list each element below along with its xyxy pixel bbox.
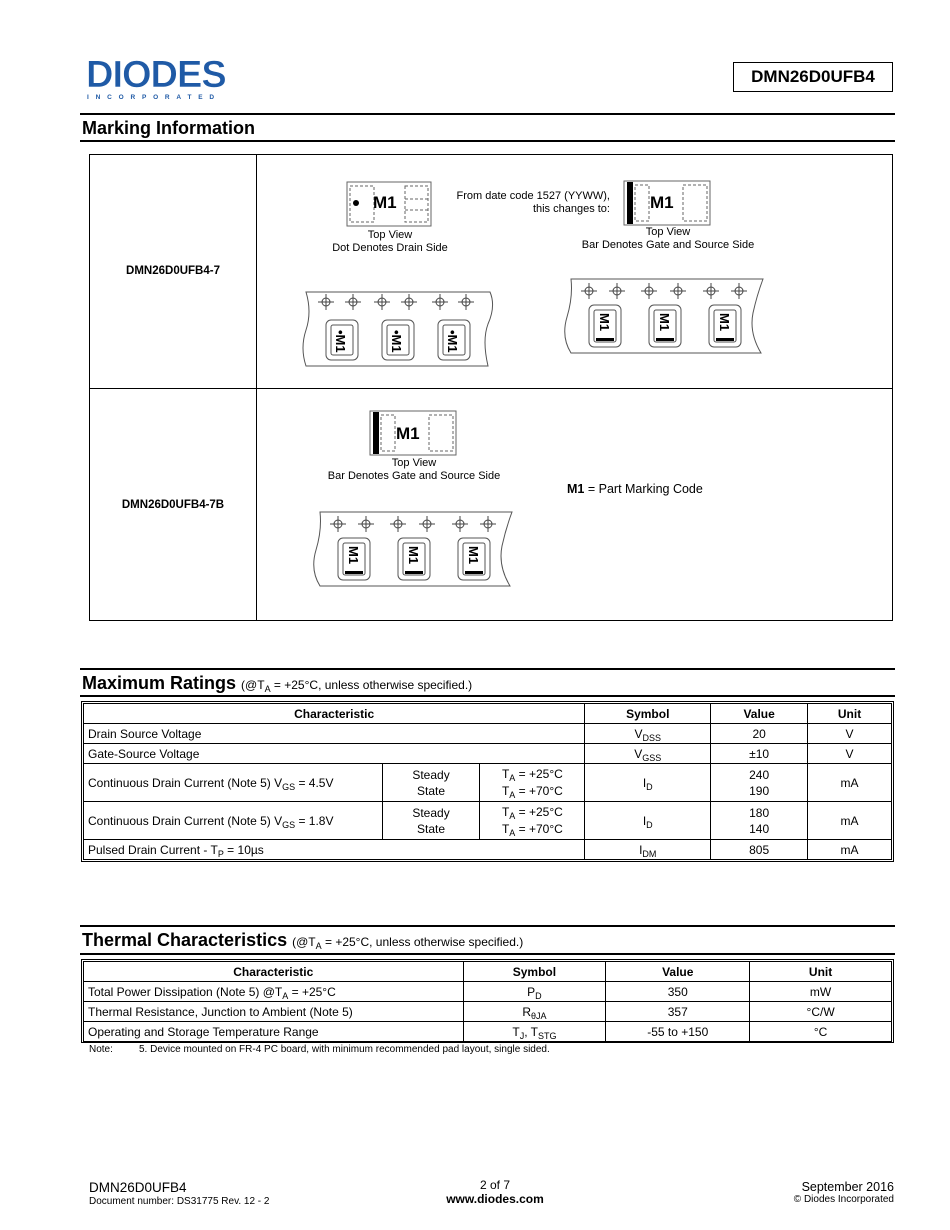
marking-row2-label: DMN26D0UFB4-7B [121,499,225,511]
table-header-row: Characteristic Symbol Value Unit [84,962,892,982]
mark-code-dot-view: M1 [373,193,397,212]
part-number-box [733,62,893,92]
tape-reel-bar-diagram-1 [557,277,769,357]
max-ratings-title: Maximum Ratings ($@T_A = +25^\circ C$, unless otherwise specified.) [82,673,473,694]
svg-text:M1: M1 [657,313,672,332]
svg-text:M1: M1 [466,546,481,565]
mark-code-bar-view-2: M1 [396,424,420,443]
svg-text:M1: M1 [406,546,421,565]
thermal-title: Thermal Characteristics ($@T_A = +25^\circ C$, unless otherwise specified.) [82,930,524,951]
note-text: 5. Device mounted on FR-4 PC board, with minimum recommended pad layout, single sided. [139,1044,550,1055]
table-row: Continuous Drain Current (Note 5) $V_{GS} = 1.8V$ Steady State $T_A = +25^\circ C$ $T_A = +70^\circ C$ $I_D$ 180 140 mA [84,802,892,840]
table-row: Pulsed Drain Current - $T_P = 10\mu s$ $I_{DM}$ 805 mA [84,840,892,860]
bar-top-view-caption-2: Top View Bar Denotes Gate and Source Side [327,457,501,482]
marking-title: Marking Information [82,118,256,138]
svg-text:M1: M1 [717,313,732,332]
table-row: Thermal Resistance, Junction to Ambient (Note 5) $R_{\theta JA}$ 357 °C/W [84,1002,892,1022]
svg-text:M1: M1 [597,313,612,332]
marking-title-rule [80,140,895,142]
footer-doc-number: Document number: DS31775 Rev. 12 - 2 [89,1196,270,1207]
footer-copyright: © Diodes Incorporated [793,1194,894,1205]
svg-text:•M1: •M1 [333,330,348,353]
max-ratings-table [83,703,892,860]
header-rule [80,113,895,115]
marking-table [89,154,893,621]
footer-url[interactable]: www.diodes.com [446,1192,544,1206]
table-header-row: Characteristic Symbol Value Unit [84,704,892,724]
thermal-title-rule [80,953,895,955]
thermal-table [83,961,892,1042]
svg-text:M1: M1 [346,546,361,565]
note-label: Note: [89,1044,113,1055]
svg-text:•M1: •M1 [389,330,404,353]
bar-top-view-caption-1: Top View Bar Denotes Gate and Source Side [581,226,755,251]
svg-text:DIODES: DIODES [86,55,226,96]
footer-page: 2 of 7 [479,1178,511,1192]
thermal-top-rule [80,925,895,927]
tape-reel-bar-diagram-2 [306,510,518,590]
max-ratings-title-rule [80,695,895,697]
part-marking-legend: M1 = Part Marking Code [567,482,703,496]
marking-row1-label: DMN26D0UFB4-7 [126,265,220,277]
footer-part: DMN26D0UFB4 [89,1180,187,1195]
mark-code-bar-view-1: M1 [650,193,674,212]
svg-text:•M1: •M1 [445,330,460,353]
table-row: Continuous Drain Current (Note 5) $V_{GS} = 4.5V$ Steady State $T_A = +25^\circ C$ $T_A = +70^\circ C$ $I_D$ 240 190 mA [84,764,892,802]
table-row: Operating and Storage Temperature Range $T_J$, $T_{STG}$ -55 to +150 °C [84,1022,892,1042]
part-number: DMN26D0UFB4 [751,67,875,86]
table-row: Total Power Dissipation (Note 5) $@T_A = +25^\circ C$ $P_D$ 350 mW [84,982,892,1002]
diodes-logo [86,55,256,103]
footer-date: September 2016 [801,1180,894,1194]
svg-text:INCORPORATED: INCORPORATED [87,94,221,101]
dot-top-view-caption: Top View Dot Denotes Drain Side [332,229,448,254]
date-code-note: From date code 1527 (YYWW), this changes to: [456,190,610,215]
tape-reel-dot-diagram [298,288,494,370]
table-row: Drain Source Voltage $V_{DSS}$ 20 V [84,724,892,744]
max-ratings-top-rule [80,668,895,670]
table-row: Gate-Source Voltage $V_{GSS}$ ±10 V [84,744,892,764]
